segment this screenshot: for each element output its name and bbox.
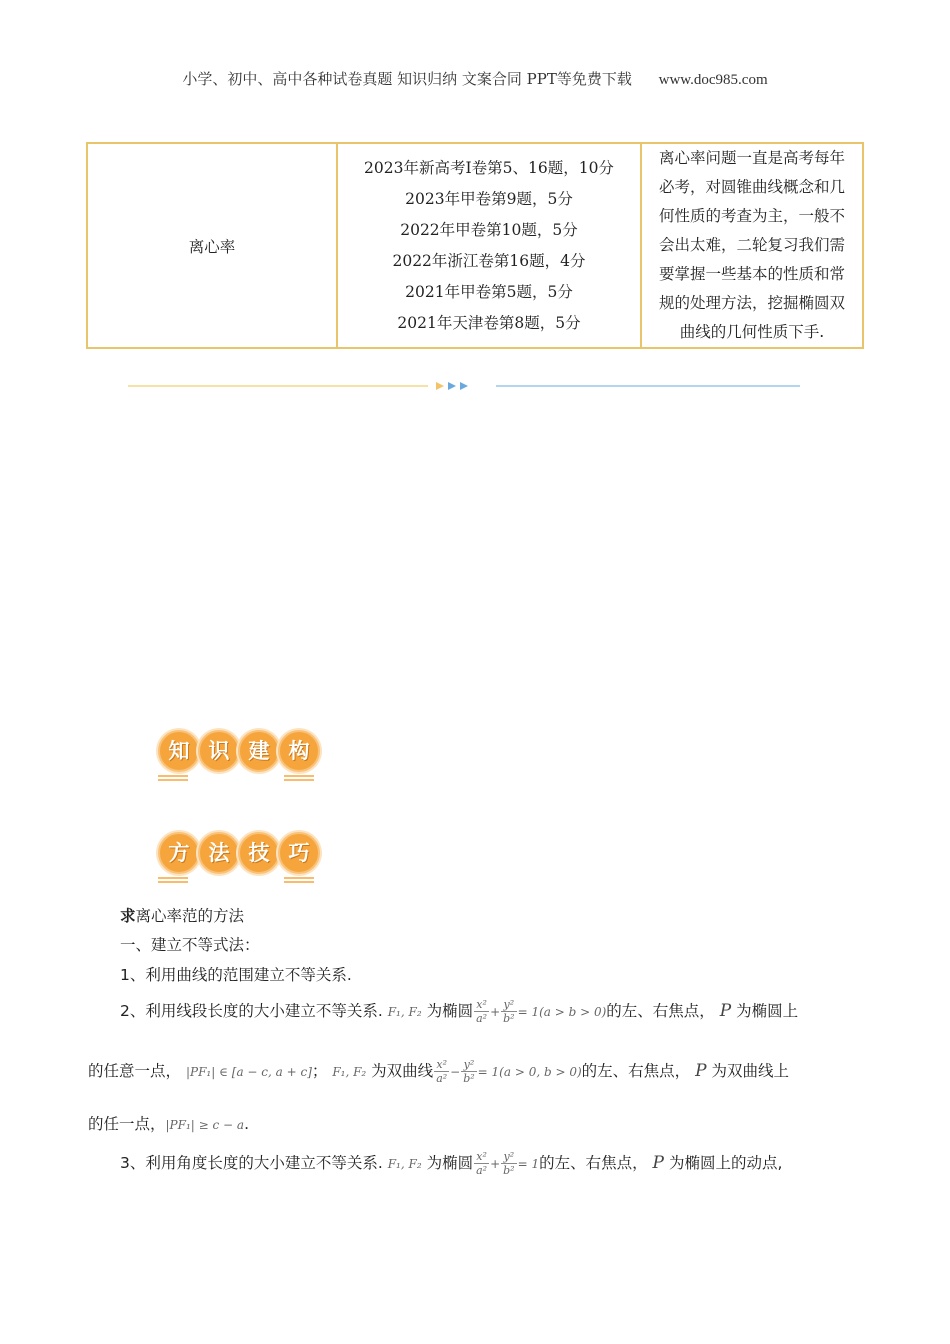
fraction: $\frac{\text{x²}}{\text{a²}}$	[476, 998, 488, 1025]
fraction: $\frac{\text{y²}}{\text{b²}}$	[503, 1150, 515, 1177]
foci-label: F₁, F₂	[332, 1065, 367, 1079]
line3-text: ；	[311, 1062, 328, 1080]
inequality-expression: |PF₁| ≥ c − a	[165, 1118, 245, 1132]
item-2-end	[88, 1112, 249, 1134]
note-cell	[641, 143, 863, 348]
item2-text: 为椭圆	[426, 1002, 474, 1020]
item-1: 1、利用曲线的范围建立不等关系.	[120, 966, 352, 984]
badge-char: 识	[198, 730, 240, 772]
item3-text: 为椭圆	[426, 1154, 474, 1172]
method-skills-badge	[158, 830, 328, 888]
section-heading: 一、建立不等式法：	[120, 936, 260, 954]
note-line: 会出太难，二轮复习我们需	[658, 236, 845, 254]
badge-char: 建	[238, 730, 280, 772]
method-title	[120, 904, 244, 926]
badge-char: 技	[238, 832, 280, 874]
fraction: $\frac{\text{y²}}{\text{b²}}$	[503, 998, 515, 1025]
line3-text: 为双曲线	[371, 1062, 434, 1080]
foci-label: F₁, F₂	[387, 1005, 422, 1019]
badge-char: 方	[158, 832, 200, 874]
knowledge-structure-badge	[158, 728, 328, 786]
hyperbola-condition: = 1(a > 0, b > 0)	[477, 1065, 582, 1079]
arrow-icon	[460, 382, 468, 390]
item3-text: 3、利用角度长度的大小建立不等关系.	[120, 1154, 383, 1172]
note-line: 要掌握一些基本的性质和常	[658, 265, 845, 283]
fraction: $\frac{\text{x²}}{\text{a²}}$	[436, 1058, 448, 1085]
badge-char: 知	[158, 730, 200, 772]
fraction: $\frac{\text{y²}}{\text{b²}}$	[463, 1058, 475, 1085]
exam-item: 2023年甲卷第9题，5分	[405, 189, 573, 208]
exam-item: 2022年浙江卷第16题，4分	[392, 251, 586, 270]
note-line: 曲线的几何性质下手.	[679, 323, 825, 341]
line3-text: 的任意一点，	[88, 1062, 182, 1080]
foci-label: F₁, F₂	[387, 1157, 422, 1171]
note-line: 离心率问题一直是高考每年	[658, 149, 845, 167]
ellipse-condition: = 1	[517, 1157, 540, 1171]
exam-item: 2023年新高考I卷第5、16题，10分	[364, 158, 614, 177]
item-3: 3、利用角度长度的大小建立不等关系. F₁, F₂ 为椭圆 $\frac{\text{x²}}{\text{a²}}$ + $\frac{\text{y²}}{\text{b²}}$ = 1的左、右焦点， P 为椭圆上的动点,	[120, 1150, 783, 1177]
badge-char: 巧	[278, 832, 320, 874]
page-header	[0, 68, 950, 89]
point-P: P	[719, 1001, 732, 1021]
exam-item: 2021年甲卷第5题，5分	[405, 282, 573, 301]
arrow-icon	[448, 382, 456, 390]
point-P: P	[652, 1153, 664, 1173]
section-divider	[128, 378, 800, 394]
badge-underline	[158, 774, 314, 782]
line4-text: 的任一点，	[88, 1115, 166, 1133]
item-2: 2、利用线段长度的大小建立不等关系. F₁, F₂ 为椭圆 $\frac{\text{x²}}{\text{a²}}$ + $\frac{\text{y²}}{\text{b²}}$ = 1(a > b > 0)的左、右焦点， P 为椭圆上	[120, 998, 799, 1025]
line4-text: .	[244, 1115, 249, 1133]
exam-item: 2022年甲卷第10题，5分	[400, 220, 578, 239]
badge-underline	[158, 876, 314, 884]
range-expression: |PF₁| ∈ [a − c, a + c]	[185, 1065, 312, 1079]
badge-char: 法	[198, 832, 240, 874]
note-line: 何性质的考查为主，一般不	[658, 207, 845, 225]
title-rest: 离心率范的方法	[135, 907, 245, 925]
arrow-icon	[436, 382, 444, 390]
item2-text: 为椭圆上	[736, 1002, 799, 1020]
line3-text: 为双曲线上	[711, 1062, 789, 1080]
topic-cell: 离心率	[87, 143, 337, 348]
item2-text: 2、利用线段长度的大小建立不等关系.	[120, 1002, 383, 1020]
exam-info-table	[86, 142, 864, 349]
item2-text: 的左、右焦点，	[606, 1002, 715, 1020]
note-line: 必考，对圆锥曲线概念和几	[658, 178, 845, 196]
exam-item: 2021年天津卷第8题，5分	[397, 313, 581, 332]
badge-char: 构	[278, 730, 320, 772]
exams-cell	[337, 143, 641, 348]
item-2-cont: 的任意一点， |PF₁| ∈ [a − c, a + c]； F₁, F₂ 为双曲线 $\frac{\text{x²}}{\text{a²}}$ − $\frac{\text{y²}}{\text{b²}}$ = 1(a > 0, b > 0)的左、右焦点， P 为双曲线上	[88, 1058, 789, 1085]
point-P: P	[695, 1061, 707, 1081]
fraction: $\frac{\text{x²}}{\text{a²}}$	[476, 1150, 488, 1177]
line3-text: 的左、右焦点，	[581, 1062, 691, 1080]
item3-text: 为椭圆上的动点,	[668, 1154, 783, 1172]
header-text: 小学、初中、高中各种试卷真题 知识归纳 文案合同 PPT等免费下载	[182, 70, 632, 88]
note-line: 规的处理方法，挖掘椭圆双	[658, 294, 845, 312]
item3-text: 的左、右焦点，	[539, 1154, 648, 1172]
title-bold: 求	[120, 907, 136, 925]
header-site: www.doc985.com	[658, 72, 768, 88]
ellipse-condition: = 1(a > b > 0)	[517, 1005, 607, 1019]
